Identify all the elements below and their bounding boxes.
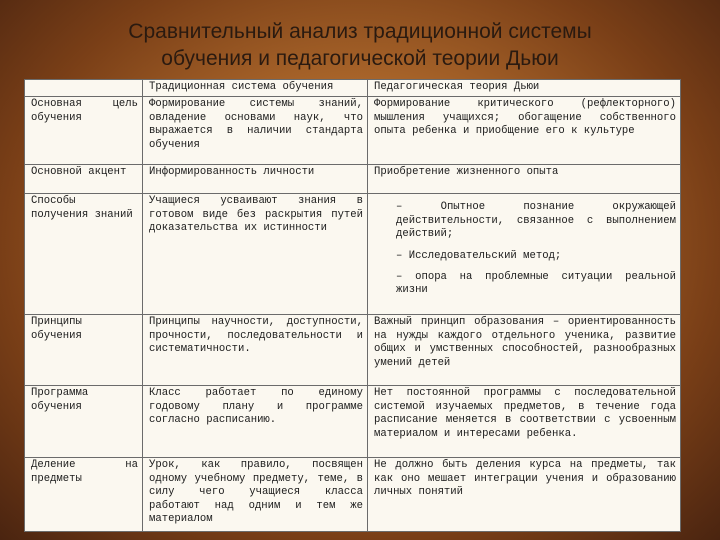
row-dewey-cell: Приобретение жизненного опыта xyxy=(368,165,681,194)
slide-title-line-2: обучения и педагогической теории Дьюи xyxy=(161,47,559,70)
row-criterion: Способы получения знаний xyxy=(25,194,143,315)
row-criterion: Принципы обучения xyxy=(25,315,143,386)
table-row xyxy=(25,315,681,386)
row-dewey-cell: Не должно быть деления курса на предметы, так как оно мешает интеграции учения и образованию личных понятий xyxy=(368,458,681,532)
row-traditional-cell: Формирование системы знаний, овладение основами наук, что выражается в наличии стандарта обучения xyxy=(143,97,368,165)
row-traditional-cell: Урок, как правило, посвящен одному учебному предмету, теме, в силу чего учащиеся класса работают над одним и тем же материалом xyxy=(143,458,368,532)
row-dewey-cell: Важный принцип образования – ориентированность на нужды каждого отдельного ученика, развитие общих и умственных способностей, разнообразных умений детей xyxy=(368,315,681,386)
row-criterion: Основная цель обучения xyxy=(25,97,143,165)
comparison-table xyxy=(24,79,681,532)
slide-title xyxy=(0,18,720,72)
row-traditional-cell: Класс работает по единому годовому плану и программе согласно расписанию. xyxy=(143,386,368,458)
table-header-dewey: Педагогическая теория Дьюи xyxy=(368,80,681,97)
row-criterion: Программа обучения xyxy=(25,386,143,458)
table-header-row xyxy=(25,80,681,97)
table-row xyxy=(25,386,681,458)
row-criterion: Деление на предметы xyxy=(25,458,143,532)
row-traditional-cell: Учащиеся усваивают знания в готовом виде без раскрытия путей доказательства их истинности xyxy=(143,194,368,315)
table-row xyxy=(25,97,681,165)
table-row xyxy=(25,194,681,315)
row-traditional-cell: Информированность личности xyxy=(143,165,368,194)
dewey-method-3: – опора на проблемные ситуации реальной жизни xyxy=(396,271,676,297)
row-dewey-cell: Нет постоянной программы с последовательной системой изучаемых предметов, в течение года расписание меняется в соответствии с усвоенным материалом и интересами ребенка. xyxy=(368,386,681,458)
row-criterion: Основной акцент xyxy=(25,165,143,194)
row-traditional-cell: Принципы научности, доступности, прочности, последовательности и систематичности. xyxy=(143,315,368,386)
table-header-empty-cell xyxy=(25,80,143,97)
row-dewey-cell xyxy=(368,194,681,315)
table-row xyxy=(25,458,681,532)
dewey-method-1: – Опытное познание окружающей действительности, связанное с выполнением действий; xyxy=(396,201,676,241)
dewey-method-2: – Исследовательский метод; xyxy=(396,249,562,262)
row-dewey-cell: Формирование критического (рефлекторного) мышления учащихся; обогащение собственного опыта ребенка и приобщение его к культуре xyxy=(368,97,681,165)
table-row xyxy=(25,165,681,194)
slide-title-line-1: Сравнительный анализ традиционной системы xyxy=(128,20,592,43)
table-header-traditional: Традиционная система обучения xyxy=(143,80,368,97)
